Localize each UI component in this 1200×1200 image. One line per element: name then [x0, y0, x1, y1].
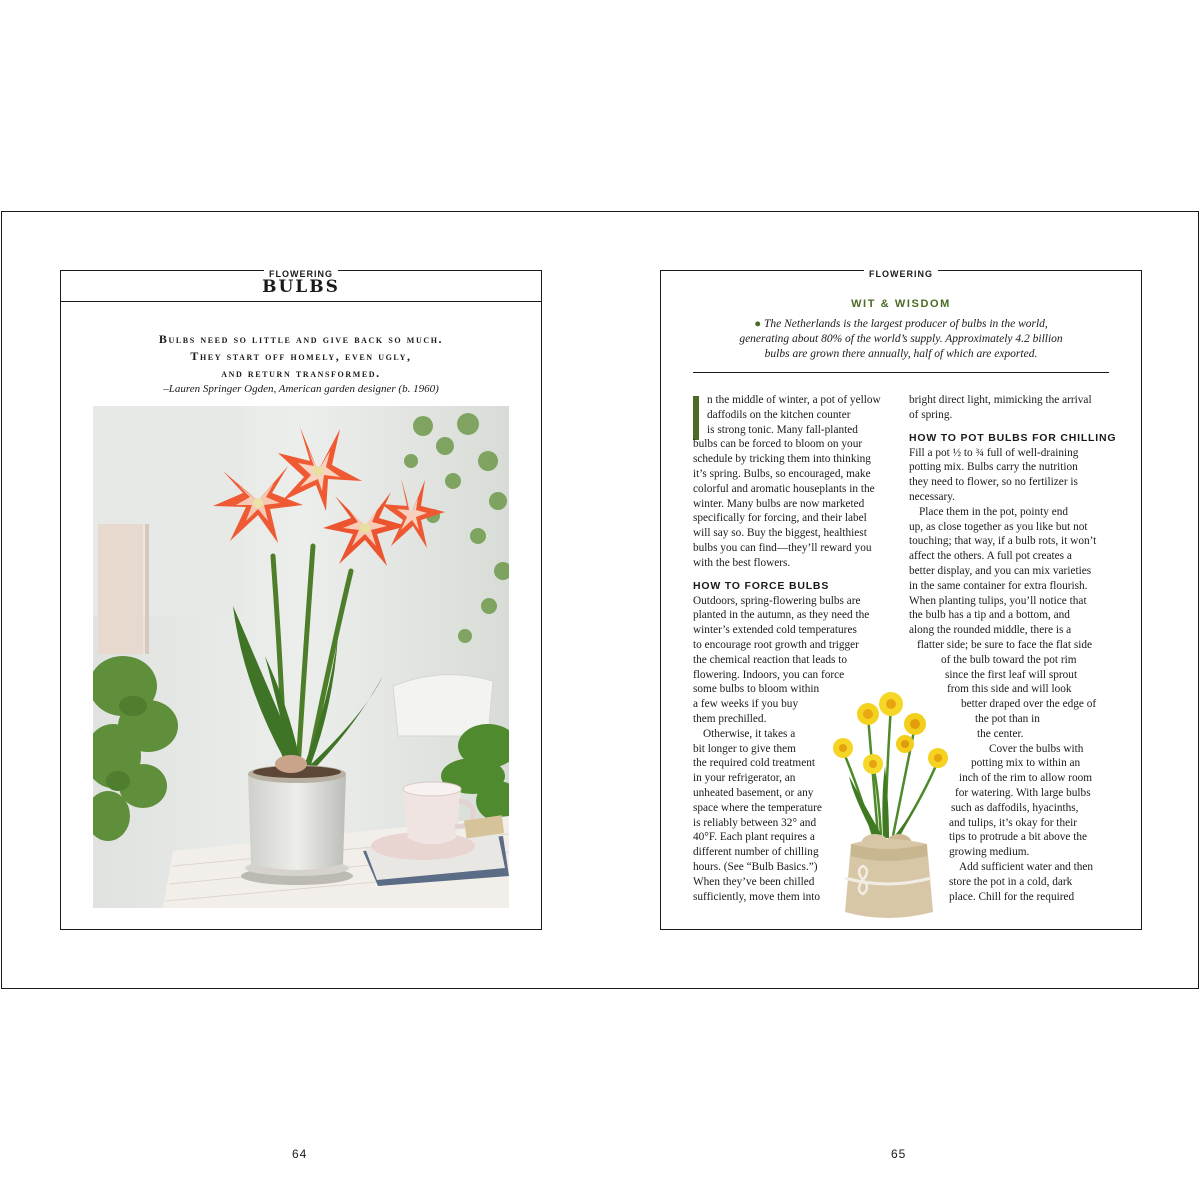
left-page — [60, 270, 542, 930]
body-line: up, as close together as you like but not — [909, 520, 1088, 533]
body-line: flowering. Indoors, you can force — [693, 668, 845, 681]
body-line: bulbs can be forced to bloom on your — [693, 438, 863, 451]
body-line: will say so. Buy the biggest, healthiest — [693, 527, 867, 540]
body-line: sufficiently, move them into — [693, 890, 821, 903]
page-number-left: 64 — [292, 1147, 308, 1161]
body-line: specifically for forcing, and their label — [693, 512, 867, 525]
body-line: for watering. With large bulbs — [955, 786, 1091, 799]
body-line: space where the temperature — [693, 801, 822, 814]
quote-line: and return transformed. — [221, 366, 381, 380]
page-number-right: 65 — [891, 1147, 907, 1161]
body-line: growing medium. — [949, 846, 1030, 859]
body-line: with the best flowers. — [693, 556, 791, 569]
body-line: bright direct light, mimicking the arrival — [909, 394, 1092, 406]
body-line: store the pot in a cold, dark — [949, 875, 1073, 888]
quote-line: Bulbs need so little and give back so much. — [158, 332, 444, 346]
sidebar-heading: WIT & WISDOM — [851, 298, 951, 310]
section-heading: HOW TO POT BULBS FOR CHILLING — [909, 431, 1117, 444]
body-line: better draped over the edge of — [961, 698, 1097, 711]
body-line: winter. Many bulbs are now marketed — [693, 497, 865, 510]
body-line: such as daffodils, hyacinths, — [951, 801, 1079, 814]
body-line: some bulbs to bloom within — [693, 683, 820, 696]
body-line: colorful and aromatic houseplants in the — [693, 482, 875, 495]
body-line: touching; that way, if a bulb rots, it won’t — [909, 535, 1097, 548]
right-page — [660, 270, 1142, 930]
body-line: in your refrigerator, an — [693, 772, 796, 785]
body-line: 40°F. Each plant requires a — [693, 831, 815, 844]
body-line: the center. — [977, 727, 1024, 740]
body-line: affect the others. A full pot creates a — [909, 550, 1072, 563]
body-line: to encourage root growth and trigger — [693, 638, 859, 651]
daffodil-pot-photo — [823, 666, 953, 924]
body-line: inch of the rim to allow room — [959, 772, 1093, 785]
body-line: a few weeks if you buy — [693, 698, 799, 711]
body-line: of the bulb toward the pot rim — [941, 653, 1077, 666]
body-line: n the middle of winter, a pot of yellow — [707, 394, 881, 406]
page-title: BULBS — [262, 277, 340, 297]
body-line: Otherwise, it takes a — [703, 727, 796, 740]
body-line: schedule by tricking them into thinking — [693, 453, 871, 466]
body-line: of spring. — [909, 408, 953, 421]
body-line: the chemical reaction that leads to — [693, 653, 848, 666]
book-spread — [1, 211, 1199, 989]
body-line: necessary. — [909, 490, 955, 503]
section-heading: HOW TO FORCE BULBS — [693, 579, 830, 592]
body-line: planted in the autumn, as they need the — [693, 609, 870, 622]
body-line: potting mix to within an — [971, 757, 1081, 770]
body-line: and tulips, it’s okay for their — [949, 816, 1078, 829]
body-line: they need to flower, so no fertilizer is — [909, 476, 1078, 489]
body-line: winter’s extended cold temperatures — [693, 624, 857, 637]
body-line: Cover the bulbs with — [989, 742, 1084, 755]
body-line: potting mix. Bulbs carry the nutrition — [909, 461, 1078, 474]
body-line: the bulb has a tip and a bottom, and — [909, 609, 1070, 622]
body-line: Fill a pot ½ to ¾ full of well-draining — [909, 446, 1079, 459]
title-divider — [61, 301, 541, 302]
body-line: from this side and will look — [947, 683, 1072, 696]
body-line: Place them in the pot, pointy end — [919, 505, 1069, 518]
body-line: place. Chill for the required — [949, 890, 1075, 903]
body-line: hours. (See “Bulb Basics.”) — [693, 860, 818, 873]
body-line: the pot than in — [975, 712, 1040, 725]
body-line: unheated basement, or any — [693, 786, 814, 799]
body-line: flatter side; be sure to face the flat side — [917, 638, 1093, 651]
body-line: since the first leaf will sprout — [945, 668, 1078, 681]
body-line: bulbs you can find—they’ll reward you — [693, 541, 872, 554]
body-line: different number of chilling — [693, 846, 819, 859]
body-line: Add sufficient water and then — [959, 860, 1094, 873]
fact-line: ● The Netherlands is the largest producer of bulbs in the world, — [754, 318, 1048, 330]
body-line: along the rounded middle, there is a — [909, 624, 1072, 637]
body-line: When planting tulips, you’ll notice that — [909, 594, 1087, 607]
body-line: is reliably between 32° and — [693, 816, 817, 829]
sidebar-divider — [693, 372, 1109, 373]
body-line: them prechilled. — [693, 712, 767, 725]
body-line: the required cold treatment — [693, 757, 816, 770]
body-line: daffodils on the kitchen counter — [707, 408, 851, 421]
amaryllis-photo — [93, 406, 509, 908]
body-line: is strong tonic. Many fall-planted — [707, 423, 858, 436]
body-line: in the same container for extra flourish. — [909, 579, 1088, 592]
section-label: FLOWERING — [61, 264, 541, 282]
fact-line: bulbs are grown there annually, half of which are exported. — [764, 348, 1038, 360]
bullet-dot-icon: ● — [754, 318, 762, 330]
fact-line: generating about 80% of the world’s supply. Approximately 4.2 billion — [739, 333, 1063, 345]
body-line: it’s spring. Bulbs, so encouraged, make — [693, 467, 871, 480]
body-line: bit longer to give them — [693, 742, 796, 755]
body-line: When they’ve been chilled — [693, 875, 815, 888]
body-line: better display, and you can mix varieties — [909, 564, 1092, 577]
epigraph — [81, 331, 521, 397]
body-line: tips to protrude a bit above the — [949, 831, 1088, 844]
quote-line: They start off homely, even ugly, — [190, 349, 412, 363]
body-line: Outdoors, spring-flowering bulbs are — [693, 594, 861, 607]
quote-attribution: –Lauren Springer Ogden, American garden designer (b. 1960) — [163, 383, 439, 395]
sidebar-fact — [721, 317, 1081, 362]
section-label: FLOWERING — [661, 264, 1141, 282]
